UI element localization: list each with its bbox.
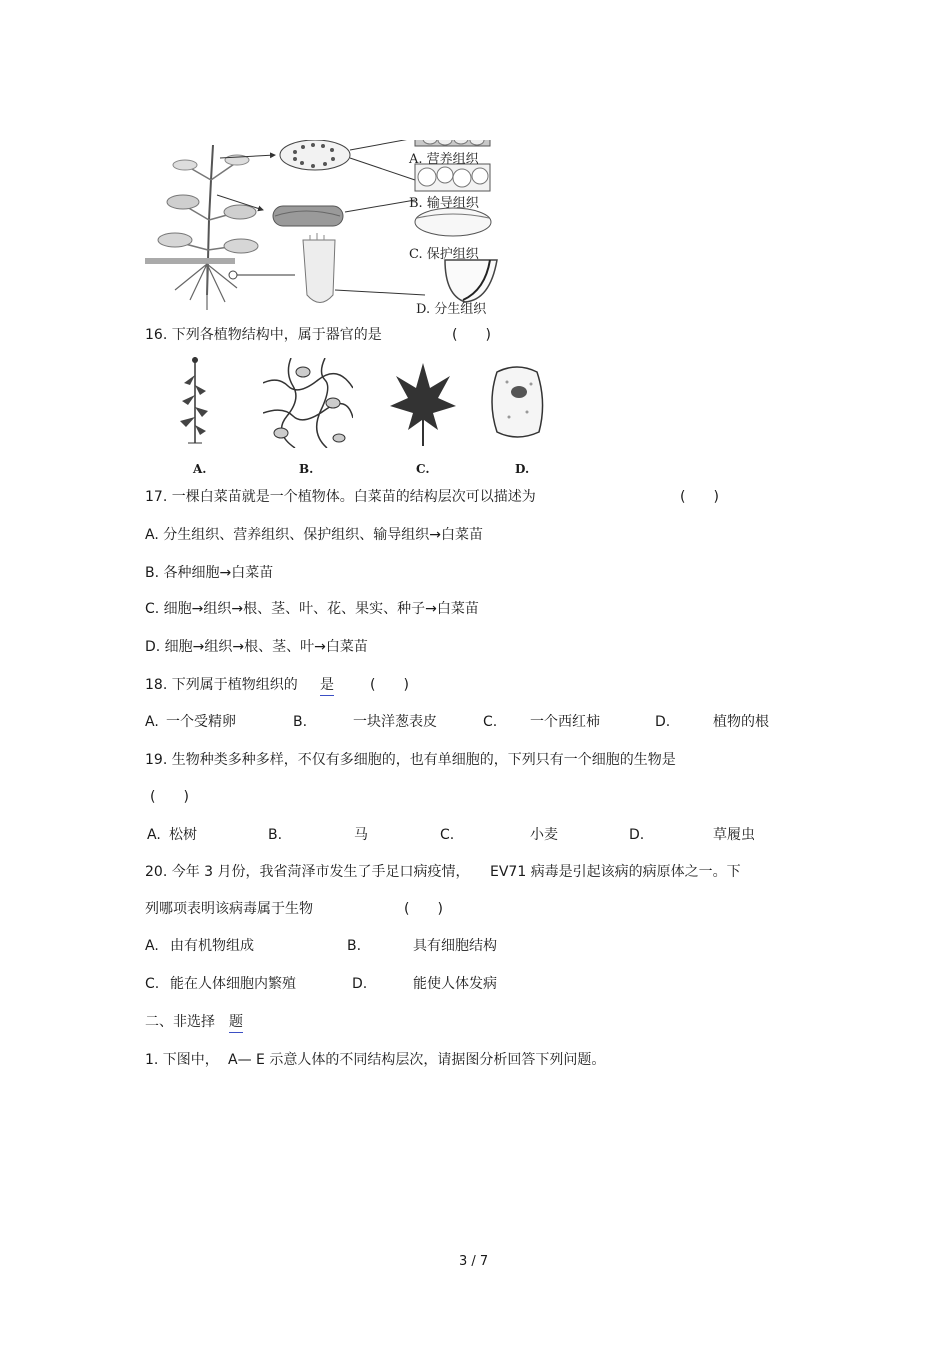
q20-option-a-letter: A.	[145, 938, 159, 954]
question-19-blank: ( )	[150, 789, 189, 805]
question-17-text: 17. 一棵白菜苗就是一个植物体。白菜苗的结构层次可以描述为	[145, 489, 536, 505]
plant-body-image	[170, 355, 220, 445]
q17-option-a: A. 分生组织、营养组织、保护组织、输导组织→白菜苗	[145, 527, 483, 543]
q18-option-a-letter: A.	[145, 714, 159, 730]
q16-option-d-label: D.	[515, 462, 530, 476]
nonchoice-question-1-text: A— E 示意人体的不同结构层次，请据图分析回答下列问题。	[228, 1052, 606, 1068]
q17-option-b: B. 各种细胞→白菜苗	[145, 565, 274, 581]
q18-option-c-letter: C.	[483, 714, 498, 730]
nonchoice-question-1-prefix: 1. 下图中，	[145, 1052, 219, 1068]
question-20-blank: ( )	[404, 901, 443, 917]
question-17-blank: ( )	[680, 489, 719, 505]
q18-option-b-text: 一块洋葱表皮	[353, 714, 437, 730]
q19-option-c-letter: C.	[440, 827, 455, 843]
q20-option-a-text: 由有机物组成	[170, 938, 254, 954]
question-20-line1-b: EV71 病毒是引起该病的病原体之一。下	[490, 864, 741, 880]
q17-option-d: D. 细胞→组织→根、茎、叶→白菜苗	[145, 639, 368, 655]
q19-option-b-text: 马	[354, 827, 368, 843]
q18-option-b-letter: B.	[293, 714, 308, 730]
q20-option-c-text: 能在人体细胞内繁殖	[170, 976, 296, 992]
q19-option-d-letter: D.	[629, 827, 645, 843]
question-16-text: 16. 下列各植物结构中，属于器官的是	[145, 327, 382, 343]
question-16-blank: ( )	[452, 327, 491, 343]
q18-option-d-text: 植物的根	[713, 714, 769, 730]
single-cell-image	[487, 362, 547, 442]
q20-option-b-letter: B.	[347, 938, 362, 954]
section-2-heading-underlined: 题	[229, 1013, 243, 1033]
q20-option-b-text: 具有细胞结构	[413, 938, 497, 954]
page-number: 3 / 7	[459, 1254, 489, 1269]
q19-option-d-text: 草履虫	[713, 827, 755, 843]
question-18-text: 18. 下列属于植物组织的	[145, 677, 298, 693]
q16-option-c-label: C.	[416, 462, 430, 476]
epidermis-cells-image	[263, 358, 353, 448]
q20-option-d-text: 能使人体发病	[413, 976, 497, 992]
q16-option-b-label: B.	[299, 462, 314, 476]
question-20-line2: 列哪项表明该病毒属于生物	[145, 901, 313, 917]
q17-option-c: C. 细胞→组织→根、茎、叶、花、果实、种子→白菜苗	[145, 601, 479, 617]
question-18-underlined-word: 是	[320, 676, 334, 696]
question-20-line1-a: 20. 今年 3 月份，我省菏泽市发生了手足口病疫情，	[145, 864, 470, 880]
q19-option-a-letter: A.	[147, 827, 161, 843]
q20-option-d-letter: D.	[352, 976, 368, 992]
tissue-label-d: D. 分生组织	[416, 302, 487, 317]
q18-option-c-text: 一个西红柿	[530, 714, 600, 730]
tissue-label-c: C. 保护组织	[409, 247, 479, 262]
section-2-heading: 二、非选择	[145, 1014, 215, 1030]
q16-option-a-label: A.	[193, 462, 207, 476]
q18-option-d-letter: D.	[655, 714, 671, 730]
q19-option-a-text: 松树	[169, 827, 197, 843]
q20-option-c-letter: C.	[145, 976, 160, 992]
tissue-label-b: B. 输导组织	[409, 196, 479, 211]
question-18-blank: ( )	[370, 677, 409, 693]
q18-option-a-text: 一个受精卵	[166, 714, 236, 730]
tissue-label-a: A. 营养组织	[409, 152, 479, 167]
question-19-text: 19. 生物种类多种多样，不仅有多细胞的，也有单细胞的，下列只有一个细胞的生物是	[145, 752, 676, 768]
q19-option-b-letter: B.	[268, 827, 283, 843]
leaf-image	[388, 358, 458, 448]
q19-option-c-text: 小麦	[530, 827, 558, 843]
